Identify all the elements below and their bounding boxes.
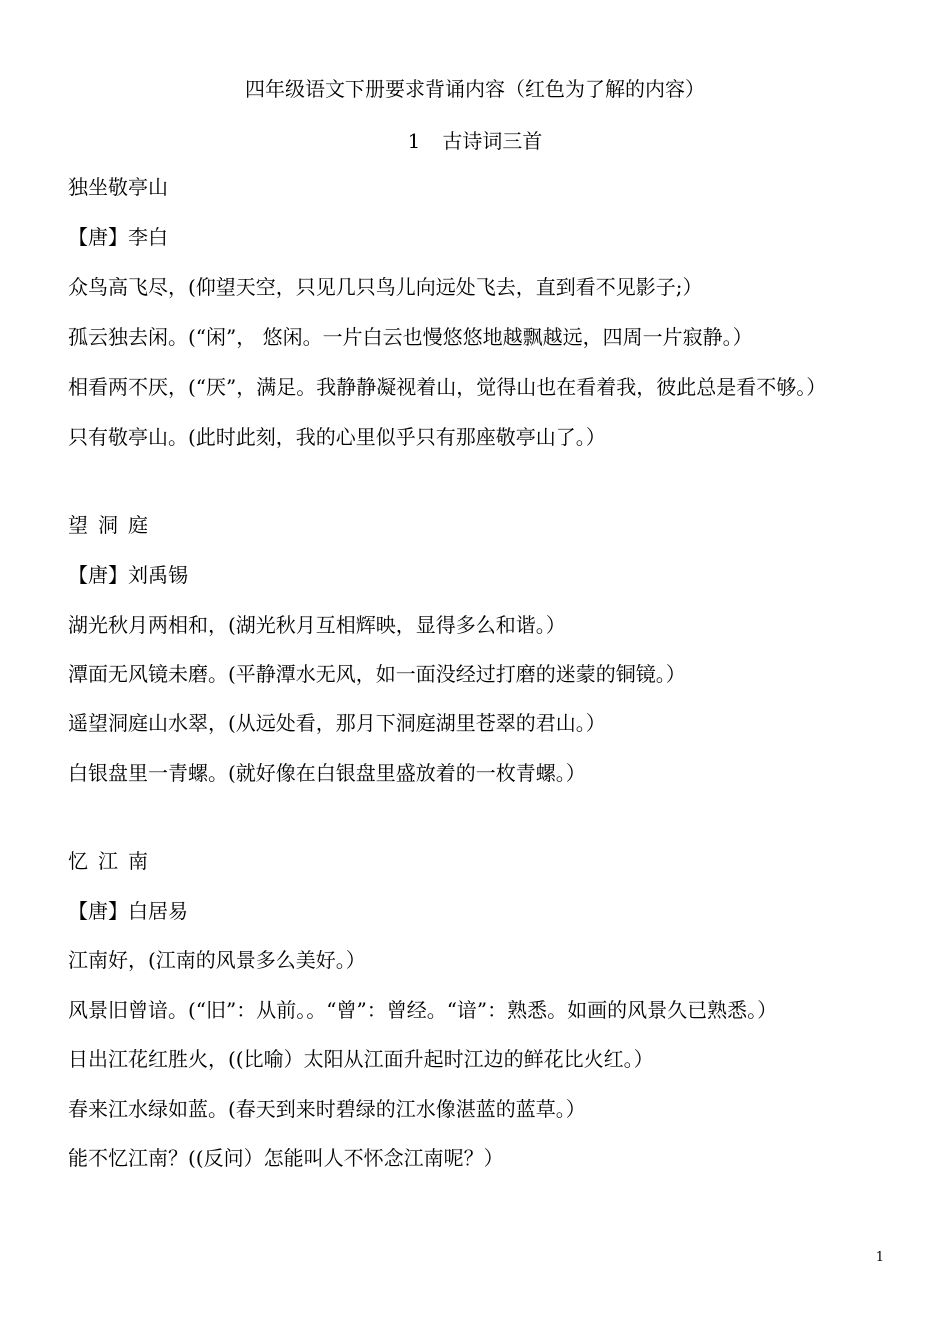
poem-line: 风景旧曾谙。(“旧”：从前。。“曾”：曾经。“谙”：熟悉。如画的风景久已熟悉。）	[68, 998, 778, 1022]
poem-line: 日出江花红胜火，((比喻）太阳从江面升起时江边的鲜花比火红。）	[68, 1047, 654, 1071]
poem-line: 湖光秋月两相和，(湖光秋月互相辉映，显得多么和谐。）	[68, 613, 566, 637]
section-number: 1	[407, 129, 421, 153]
poem-line: 相看两不厌，(“厌”，满足。我静静凝视着山，觉得山也在看着我，彼此总是看不够。）	[68, 375, 827, 399]
section-heading	[0, 128, 950, 154]
poem-line: 遥望洞庭山水翠，(从远处看，那月下洞庭湖里苍翠的君山。）	[68, 711, 606, 735]
poem-title: 忆江南	[68, 849, 158, 873]
poem-line: 能不忆江南？((反问）怎能叫人不怀念江南呢？）	[68, 1146, 504, 1170]
poem-author: 【唐】李白	[68, 225, 168, 249]
poem-author: 【唐】刘禹锡	[68, 563, 188, 587]
document-title: 四年级语文下册要求背诵内容（红色为了解的内容）	[245, 77, 705, 101]
section-title: 古诗词三首	[442, 129, 543, 153]
poem-title: 望洞庭	[68, 513, 158, 537]
poem-line: 只有敬亭山。(此时此刻，我的心里似乎只有那座敬亭山了。）	[68, 425, 606, 449]
poem-line: 潭面无风镜未磨。(平静潭水无风，如一面没经过打磨的迷蒙的铜镜。）	[68, 662, 686, 686]
poem-line: 江南好，(江南的风景多么美好。）	[68, 948, 366, 972]
poem-title: 独坐敬亭山	[68, 175, 168, 199]
poem-line: 白银盘里一青螺。(就好像在白银盘里盛放着的一枚青螺。）	[68, 761, 586, 785]
poem-line: 孤云独去闲。(“闲”， 悠闲。一片白云也慢悠悠地越飘越远，四周一片寂静。）	[68, 325, 753, 349]
poem-line: 春来江水绿如蓝。(春天到来时碧绿的江水像湛蓝的蓝草。）	[68, 1097, 586, 1121]
poem-line: 众鸟高飞尽，(仰望天空，只见几只鸟儿向远处飞去，直到看不见影子;）	[68, 275, 703, 299]
poem-author: 【唐】白居易	[68, 899, 188, 923]
page-number: 1	[875, 1250, 884, 1265]
